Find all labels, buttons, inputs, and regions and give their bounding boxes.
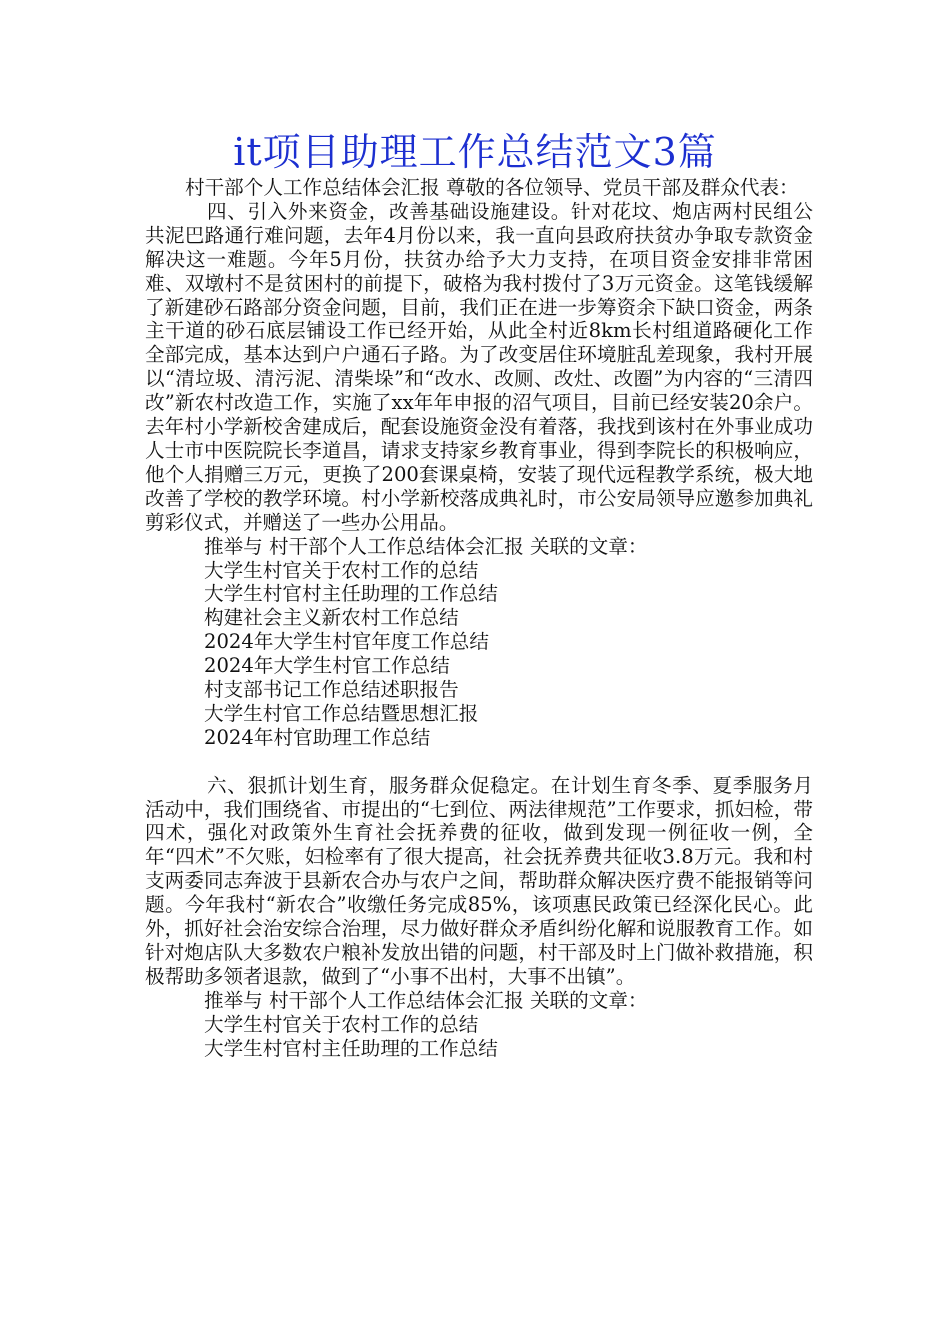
recommended-link[interactable]: 大学生村官村主任助理的工作总结 bbox=[204, 1036, 498, 1060]
recommended-link[interactable]: 大学生村官村主任助理的工作总结 bbox=[204, 582, 498, 606]
recommended-link[interactable]: 构建社会主义新农村工作总结 bbox=[204, 606, 459, 630]
recommended-link[interactable]: 村支部书记工作总结述职报告 bbox=[204, 678, 459, 702]
recommended-link[interactable]: 大学生村官关于农村工作的总结 bbox=[204, 558, 479, 582]
recommended-link[interactable]: 大学生村官关于农村工作的总结 bbox=[204, 1012, 479, 1036]
recommended-link[interactable]: 2024年村官助理工作总结 bbox=[204, 725, 431, 749]
recommended-list bbox=[145, 559, 813, 750]
recommended-link[interactable]: 2024年大学生村官年度工作总结 bbox=[204, 630, 489, 654]
section-six-paragraph: 六、狠抓计划生育，服务群众促稳定。在计划生育冬季、夏季服务月活动中，我们围绕省、市提出的“七到位、两法律规范”工作要求，抓妇检，带四术，强化对政策外生育社会抚养费的征收，做到发现一例征收一例，全年“四术”不欠账，妇检率有了很大提高，社会抚养费共征收3.8万元。我和村支两委同志奔波于县新农合办与农户之间，帮助群众解决医疗费不能报销等问题。今年我村“新农合”收缴任务完成85%，该项惠民政策已经深化民心。此外，抓好社会治安综合治理，尽力做好群众矛盾纠纷化解和说服教育工作。如针对炮店队大多数农户粮补发放出错的问题，村干部及时上门做补救措施，积极帮助多领者退款，做到了“小事不出村，大事不出镇”。 bbox=[145, 773, 813, 988]
recommended-link[interactable]: 2024年大学生村官工作总结 bbox=[204, 654, 450, 678]
recommended-link[interactable]: 大学生村官工作总结暨思想汇报 bbox=[204, 701, 479, 725]
document-title: it项目助理工作总结范文3篇 bbox=[233, 130, 717, 174]
recommended-heading: 推举与 村干部个人工作总结体会汇报 关联的文章： bbox=[204, 988, 648, 1012]
recommended-heading: 推举与 村干部个人工作总结体会汇报 关联的文章： bbox=[204, 534, 648, 558]
document-body bbox=[145, 176, 813, 1061]
recommended-list bbox=[145, 1013, 813, 1061]
intro-paragraph: 村干部个人工作总结体会汇报 尊敬的各位领导、党员干部及群众代表： bbox=[185, 176, 799, 199]
blank-line bbox=[145, 750, 813, 774]
section-four-paragraph: 四、引入外来资金，改善基础设施建设。针对花坟、炮店两村民组公共泥巴路通行难问题，去年4月份以来，我一直向县政府扶贫办争取专款资金解决这一难题。今年5月份，扶贫办给予大力支持，在项目资金安排非常困难、双墩村不是贫困村的前提下，破格为我村拨付了3万元资金。这笔钱缓解了新建砂石路部分资金问题，目前，我们正在进一步筹资余下缺口资金，两条主干道的砂石底层铺设工作已经开始，从此全村近8km长村组道路硬化工作全部完成，基本达到户户通石子路。为了改变居住环境脏乱差现象，我村开展以“清垃圾、清污泥、清柴垛”和“改水、改厕、改灶、改圈”为内容的“三清四改”新农村改造工作，实施了xx年年申报的沼气项目，目前已经安装20余户。去年村小学新校舍建成后，配套设施资金没有着落，我找到该村在外事业成功人士市中医院院长李道昌，请求支持家乡教育事业，得到李院长的积极响应，他个人捐赠三万元，更换了200套课桌椅，安装了现代远程教学系统，极大地改善了学校的教学环境。村小学新校落成典礼时，市公安局领导应邀参加典礼剪彩仪式，并赠送了一些办公用品。 bbox=[145, 199, 813, 534]
